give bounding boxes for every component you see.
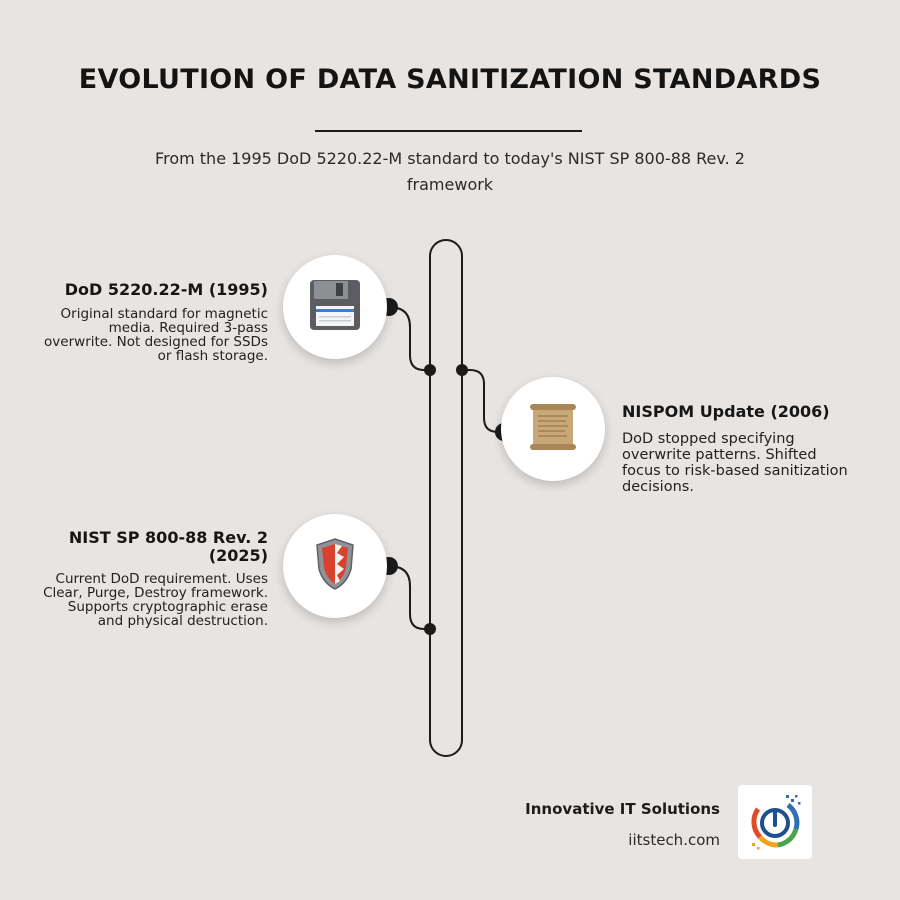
shield-icon [313, 537, 357, 595]
entry-3-icon-circle [283, 514, 387, 618]
company-name: Innovative IT Solutions [525, 800, 720, 818]
page-title: EVOLUTION OF DATA SANITIZATION STANDARDS [78, 64, 822, 95]
scroll-icon [525, 399, 581, 459]
entry-1-description: Original standard for magnetic media. Required 3-pass overwrite. Not designed for SSDs or flash storage. [44, 306, 268, 364]
company-logo [738, 785, 812, 859]
entry-2-description: DoD stopped specifying overwrite patterns. Shifted focus to risk-based sanitization decisions. [622, 431, 848, 495]
entry-3-description: Current DoD requirement. Uses Clear, Purge, Destroy framework. Supports cryptographic erase and physical destruction. [43, 571, 268, 629]
entry-2-icon-circle [501, 377, 605, 481]
entry-3-title: NIST SP 800-88 Rev. 2 (2025) [68, 528, 268, 565]
entry-2-title: NISPOM Update (2006) [622, 402, 830, 421]
connector-entry-1 [389, 307, 430, 370]
floppy-disk-icon [308, 278, 362, 336]
page-subtitle: From the 1995 DoD 5220.22-M standard to today's NIST SP 800-88 Rev. 2 framework [155, 149, 745, 194]
company-website[interactable]: iitstech.com [628, 831, 720, 849]
track-node-3 [424, 623, 436, 635]
track-node-1 [424, 364, 436, 376]
connector-entry-2 [462, 370, 504, 432]
connector-entry-3 [389, 566, 430, 629]
entry-1-title: DoD 5220.22-M (1995) [64, 280, 268, 299]
entry-1-icon-circle [283, 255, 387, 359]
power-button-logo-icon [738, 844, 812, 863]
timeline-track [430, 240, 462, 756]
track-node-2 [456, 364, 468, 376]
